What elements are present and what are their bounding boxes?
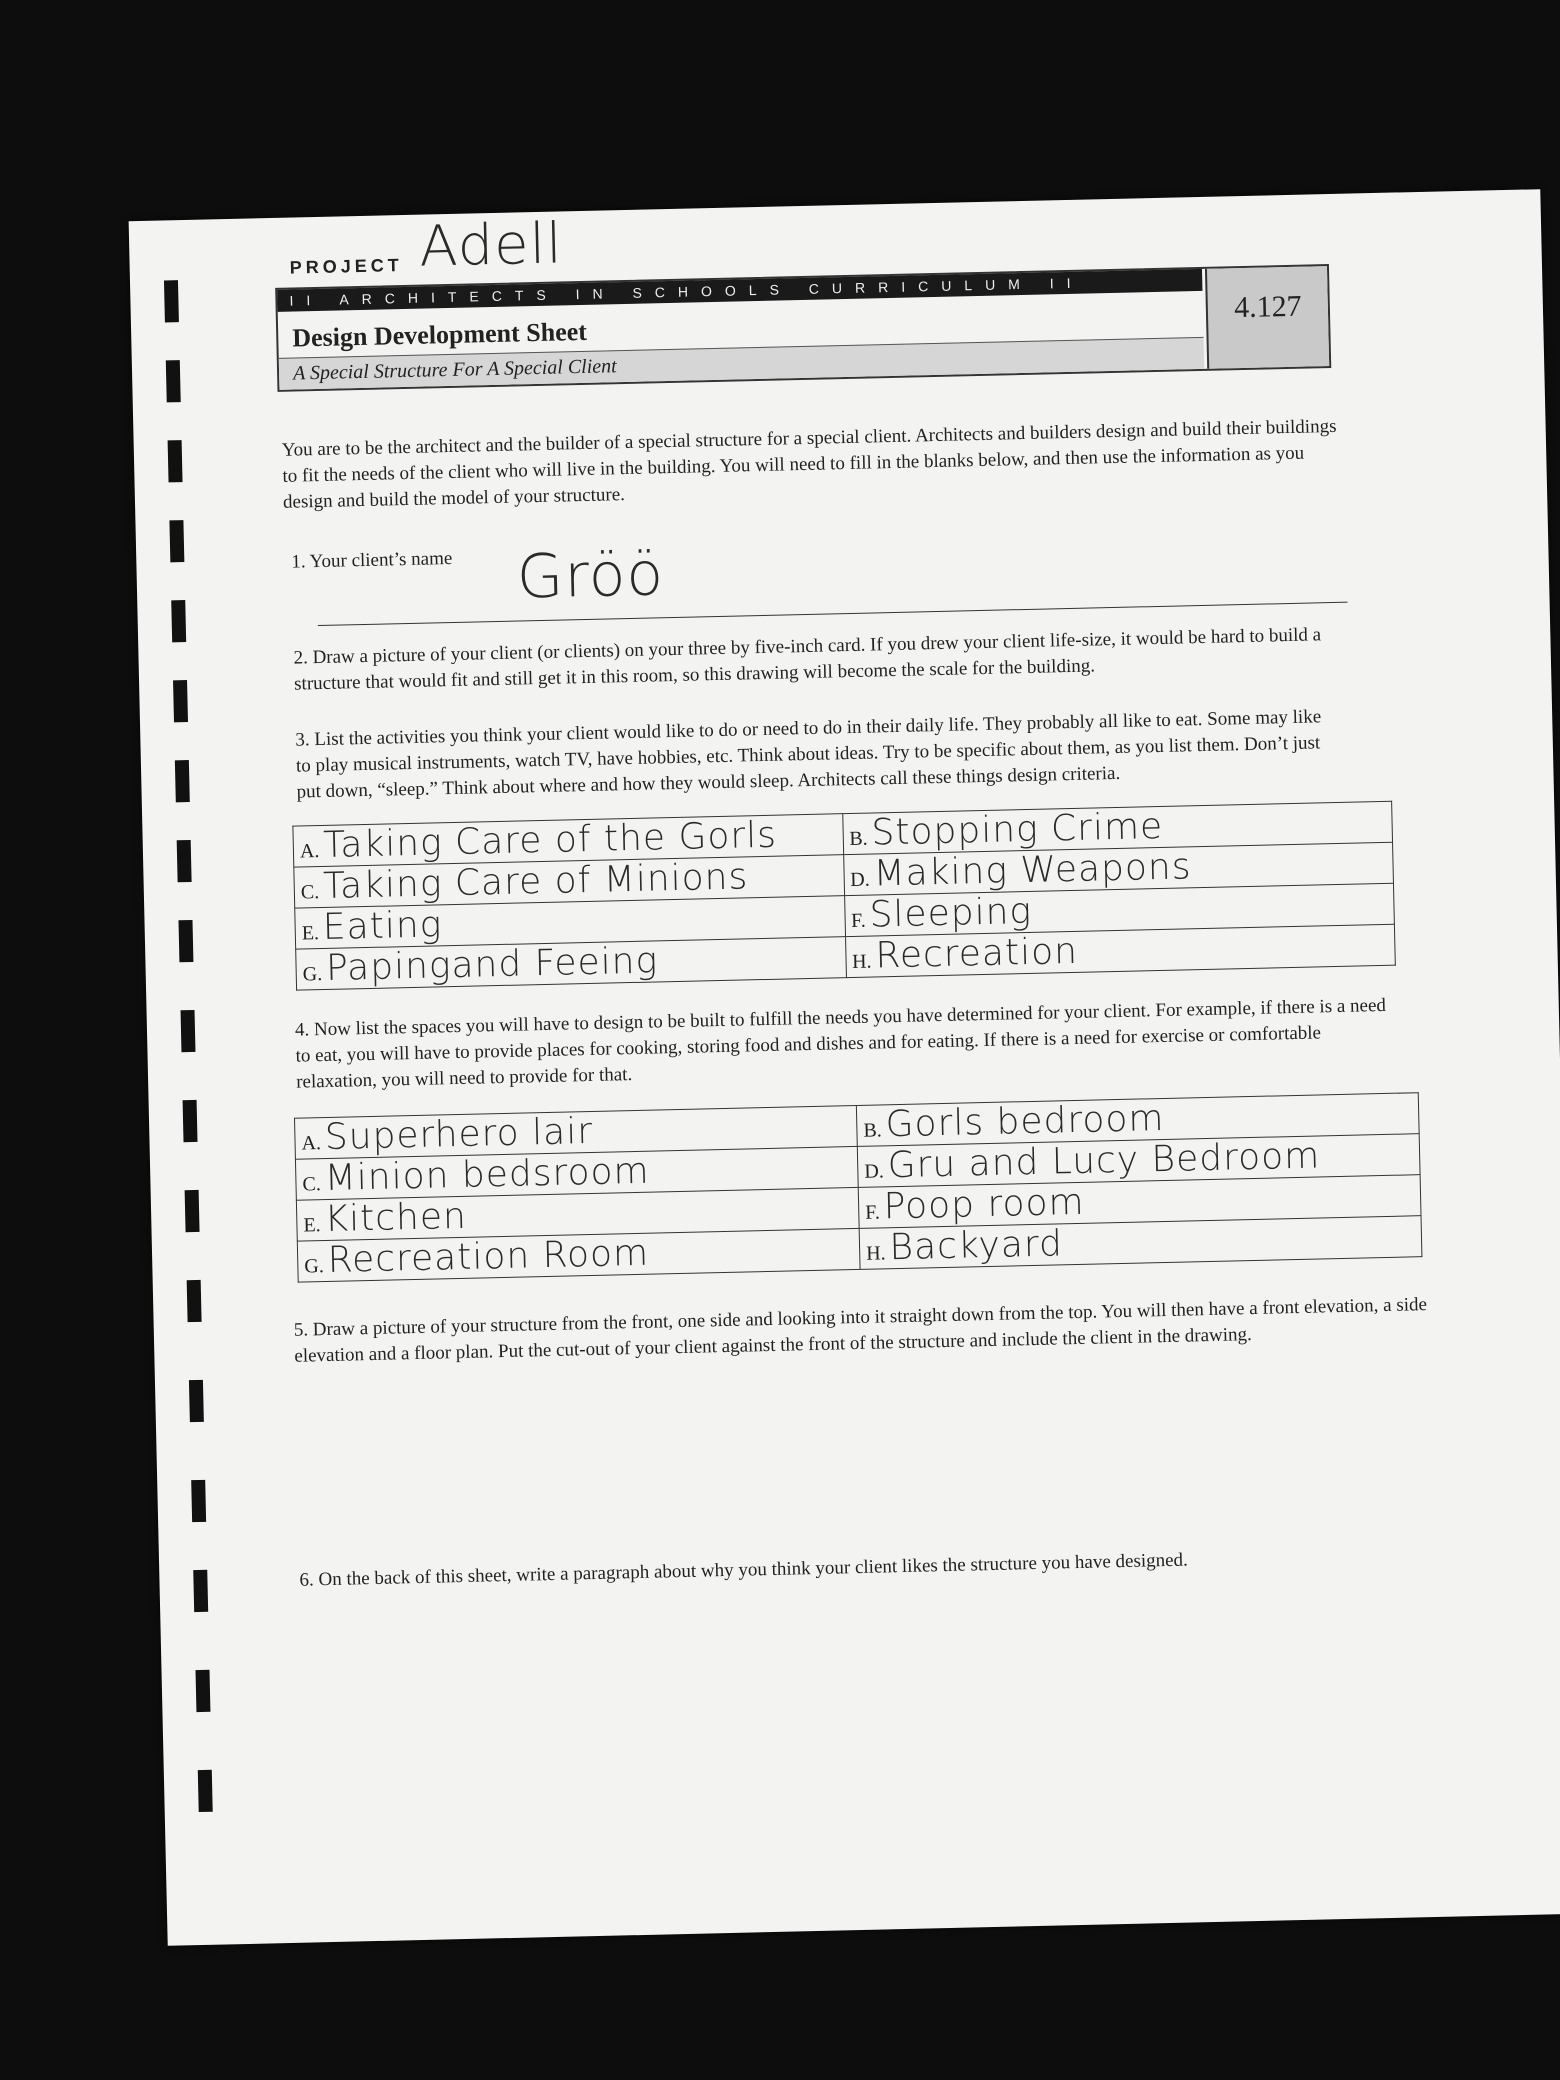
space-cell: E.Kitchen xyxy=(296,1187,859,1241)
binder-hole xyxy=(178,920,193,962)
binder-hole xyxy=(189,1380,204,1422)
sheet-title: Design Development Sheet xyxy=(291,316,588,353)
activities-table xyxy=(292,801,1395,991)
activity-cell: E.Eating xyxy=(295,896,845,949)
space-cell: G.Recreation Room xyxy=(297,1228,860,1282)
activity-cell: A.Taking Care of the Gorls xyxy=(293,814,843,867)
binder-hole xyxy=(164,280,179,322)
binder-hole xyxy=(169,520,184,562)
space-cell: B.Gorls bedroom xyxy=(856,1093,1419,1147)
sheet-number: 4.127 xyxy=(1205,266,1329,369)
client-name-answer: Gröö xyxy=(516,539,665,613)
space-cell: C.Minion bedsroom xyxy=(295,1146,858,1200)
project-row xyxy=(289,211,564,280)
intro-paragraph: You are to be the architect and the builder of a special structure for a special client. Architects and builders design and build their buildings to fit the needs of the client who will live in the building. You will need to fill in the blanks below, and then use the information as you design and build the model of your structure. xyxy=(281,415,1337,513)
q4-text: 4. Now list the spaces you will have to design to be built to fulfill the needs you have determined for your client. For example, if there is a need to eat, you will have to provide places for cooking, storing food and dishes and for eating. If there is a need for exercise or comfortable relaxation, you will need to provide for that. xyxy=(294,994,1387,1093)
project-name-handwritten: Adell xyxy=(418,211,564,280)
binder-hole xyxy=(196,1670,211,1712)
binder-hole xyxy=(177,840,192,882)
q3-text: 3. List the activities you think your client would like to do or need to do in their daily life. They probably all like to eat. Some may like to play musical instruments, watch TV, have hobbies, etc. Think about ideas. Try to be specific about them, as you list them. Don’t just put down, “sleep.” Think about where and how they would sleep. Architects call these things design criteria. xyxy=(295,706,1322,803)
q1-label: 1. Your client’s name xyxy=(291,547,453,573)
activity-cell: F.Sleeping xyxy=(844,883,1394,936)
activity-cell: G.Papingand Feeing xyxy=(296,937,846,990)
q6-text: 6. On the back of this sheet, write a paragraph about why you think your client likes the structure you have designed. xyxy=(299,1549,1189,1591)
binder-hole xyxy=(166,360,181,402)
space-cell: A.Superhero lair xyxy=(295,1105,858,1159)
q1-answer-line xyxy=(318,602,1348,626)
activity-cell: D.Making Weapons xyxy=(843,842,1393,895)
spaces-table xyxy=(294,1092,1422,1282)
binder-hole xyxy=(193,1570,208,1612)
q2-text: 2. Draw a picture of your client (or clients) on your three by five-inch card. If you drew your client life-size, it would be hard to build a structure that would fit and still get it in this room, so this drawing will become the scale for the building. xyxy=(293,624,1322,695)
binder-hole xyxy=(175,760,190,802)
curriculum-header xyxy=(275,264,1331,392)
binder-hole xyxy=(181,1010,196,1052)
curriculum-banner: II ARCHITECTS IN SCHOOLS CURRICULUM II xyxy=(277,269,1202,312)
space-cell: D.Gru and Lucy Bedroom xyxy=(857,1134,1420,1188)
space-cell: H.Backyard xyxy=(859,1216,1422,1270)
binder-hole xyxy=(173,680,188,722)
binder-hole xyxy=(168,440,183,482)
binder-hole xyxy=(171,600,186,642)
q5-text: 5. Draw a picture of your structure from the front, one side and looking into it straight down from the top. You will then have a front elevation, a side elevation and a floor plan. Put the cut-out of your client against the front of the structure and include the client in the drawing. xyxy=(293,1294,1428,1367)
binder-hole xyxy=(198,1770,213,1812)
project-label: PROJECT xyxy=(289,255,403,278)
space-cell: F.Poop room xyxy=(858,1175,1421,1229)
binder-hole xyxy=(187,1280,202,1322)
activity-cell: B.Stopping Crime xyxy=(842,801,1392,854)
worksheet-page xyxy=(129,189,1560,1946)
activity-cell: C.Taking Care of Minions xyxy=(294,855,844,908)
binder-hole xyxy=(185,1190,200,1232)
binder-hole xyxy=(191,1480,206,1522)
sheet-subtitle: A Special Structure For A Special Client xyxy=(279,337,1204,390)
binder-hole xyxy=(183,1100,198,1142)
activity-cell: H.Recreation xyxy=(845,924,1395,977)
